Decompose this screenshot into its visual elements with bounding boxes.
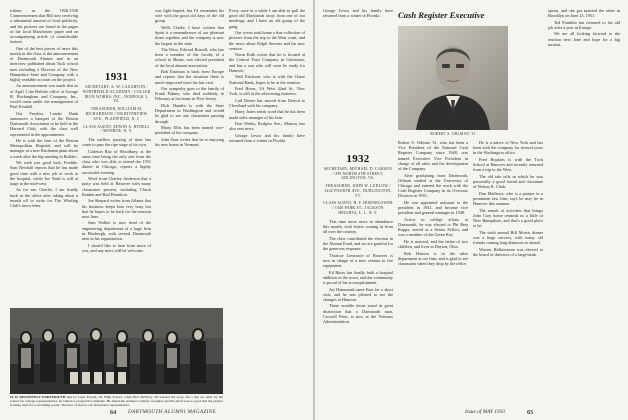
paragraph: This time more news in abundance this month, with letters coming in from all over the country. — [323, 218, 393, 235]
paragraph: Norm Kalb writes that he is located at the Central Trust Company in Cincinnati, and has a son who will soon be ready for Hanover. — [229, 52, 305, 73]
paragraph: Dick Hamlin is with the State Department in Washington and would be glad to see any classmates passing through. — [155, 102, 224, 124]
class-secretary: SECRETARY, MICHAEL D. CARSON / 299 NORTH 4TH STREET, ARLINGTON, VA. — [323, 166, 393, 181]
right-column-3 — [473, 140, 543, 406]
paragraph: Joe Shepard writes from Atlanta that his business keeps him very busy but that he hopes to be back for the reunion next June. — [82, 198, 151, 219]
paragraph: George Lewis and his family have returned from a winter in Florida. — [229, 132, 305, 144]
paragraph: Dan Mathews, who is a partner in a prominent law firm, says he may be in Hanover this summer. — [473, 190, 543, 207]
right-column-1 — [323, 8, 393, 406]
paragraph: Robert S. Orlman '31, who has been a Vice President of the National Cash Register Company since 1948, was named Executive Vice President in charge of all sales and the development of the Company. — [398, 140, 468, 172]
paragraph: Bob Eastman is back from Europe and reports that the situation there is much improved since his last visit. — [155, 69, 224, 85]
group-photo — [10, 308, 223, 394]
paragraph: The class contributed the election in the Alumni Fund, and we are grateful for the generous response. — [323, 235, 393, 252]
paragraph: He is married, and the father of two children, and lives in Dayton, Ohio. — [398, 238, 468, 250]
paragraph: Carleton Ray of Woodbury, at the same time being the only one from the class who was able to attend the 1931 dinner in Chicago, reports a highly successful evening. — [82, 148, 151, 175]
class-secretary: SECRETARY, A. W. LAUGHTON / NORTHFIELD ACADEMY / COLLER IRON WORKS, INC., NORFOLK 3, VA. — [82, 85, 151, 104]
left-page-number: 64 — [110, 409, 117, 416]
left-column-2 — [82, 8, 151, 306]
paragraph: Art Hammond came East for a short visit, and he was pleased to see the changes at Hanover. — [323, 286, 393, 302]
paragraph: After graduating from Dartmouth, Orlman studied at the University of Chicago and entered the work with the Cash Register Company in its Overseas Division in 1935. — [398, 172, 468, 199]
paragraph: Carl Deeter has moved from Detroit to Cleveland with his company. — [229, 97, 305, 108]
paragraph: Harry Jones sends word that he has been made sales manager of his firm. — [229, 109, 305, 120]
right-page-number: 65 — [527, 409, 534, 416]
paragraph: Warren Halberstrom was elected to the board of directors of a large bank. — [473, 246, 543, 257]
paragraph: Don Weeks, Rodgers Ave., Marion, has also sent news. — [229, 121, 305, 132]
left-column-3 — [155, 8, 224, 306]
paragraph: One of the best pieces of news this month in the class is the announcement of Dartmouth Alumni and in an interview published about Tuck school men including a Director of the New Hampshire State and Company with a highly readable account on the project. — [10, 45, 78, 82]
paragraph: Fred Hopkins is with the Tuck School at Hanover and recently returned from a trip to the West. — [473, 156, 543, 173]
photo-caption — [10, 395, 223, 407]
paragraph: Ted Franklin has returned to his old job after a year in Europe. — [548, 19, 620, 30]
photo-caption-body: that is! Luke Fanom, III, High School, when Bob McElroy '50 learned the story. On a day set aside by the school for college representatives, he talked to prospective students. He found the audience entirely receptive and his pitch was so good that the picture is being used for a recruiting poster. The best of luck to our brand-new representative. — [10, 395, 223, 408]
class-treasurer: TREASURER, JOHN W. LUDLOW / 1432 FOURTH AVE., BURLINGTON, VT. — [324, 184, 392, 198]
group-photo-illustration — [10, 308, 223, 394]
right-column-2 — [398, 140, 468, 406]
paragraph: Every once in a while I am able to pull the good old Marylands away from one of our meetings, and I have an old group of the gang. — [229, 8, 305, 29]
paragraph: Walt Erickson, who is with the Chase National Bank, hopes to be at the reunion. — [229, 74, 305, 85]
class-agent: CLASS AGENT, H. F. HORNBLOWER / 1540 PARK ST., JACKSON HEIGHTS, L. I., N. Y. — [323, 201, 393, 216]
left-footer-magazine-title: DARTMOUTH ALUMNI MAGAZINE — [128, 409, 217, 415]
right-page — [315, 0, 628, 420]
paragraph: The Wars, Edward Russell, who has been a member of the faculty of a school in Maine, was elected president of the local alumni association. — [155, 47, 224, 68]
portrait-caption: ROBERT S. ORLMAN '31 — [430, 132, 476, 136]
paragraph: The annals of activities that brings John Cary home reminds us a little of New Hampshire, and that's a good place to be. — [473, 207, 543, 229]
left-column-1 — [10, 8, 78, 306]
paragraph: Our wives took home a fine collection of pictures from the trip to the West coast, and the news about Ralph Stevens and his new venture. — [229, 30, 305, 51]
paragraph: Word from Charley Anderson that a party was held at Hanover with many classmates present, including Chuck Rankin and Bud Hamilton. — [82, 176, 151, 197]
paragraph: Sam Walker is now head of the engineering department of a large firm in Pittsburgh, with several Dartmouth men in his organization. — [82, 220, 151, 242]
paragraph: We wish you good luck, Freddie. Sam Newhall reports that he has made good time with a new job of work at the hospital, while Joe Nash is still at large in the mid-west. — [10, 160, 78, 186]
photo-caption-lead: IT IS DEFINITELY DARTMOUTH — [10, 395, 66, 399]
right-footer-issue: Issue of MAY 1950 — [465, 409, 505, 415]
paragraph — [323, 8, 393, 18]
paragraph: Marty Ellis has been named vice-president of his company. — [155, 125, 224, 136]
paragraph: Our sympathy goes to the family of Frank Palmer, who died suddenly in February at his home in New Jersey. — [155, 86, 224, 102]
paragraph: He is a native of New York and has been with the company for several years in the Washington office. — [473, 140, 543, 156]
class-year-heading: 1931 — [104, 71, 129, 83]
paragraph: An announcement was made that as of April 1 the Buffalo office of George B. Buckingham and Company, Inc., would come under the management of Paul Kendall. — [10, 83, 78, 110]
paragraph: tribute, as the 1926-1930 Commencement that Bill now receiving a substantial amount of local publicity, and his pictures are found in the pages of the local Manchester paper and an accompanying article of considerable feature. — [10, 8, 78, 45]
left-column-4 — [229, 8, 305, 406]
paragraph: Our Fearless Leader Hank announces a banquet of the Boston Dartmouth Association to be held at the Harvard Club, with the class well represented in the appointments. — [10, 110, 78, 137]
paragraph: He was appointed assistant to the president in 1941, and became vice president and general manager in 1948. — [398, 199, 468, 216]
paragraph: Thurlow Lieurance of Hanover is now in charge of a new venture in fire equipment. — [323, 252, 393, 269]
paragraph: Bob Hansen is in the sales department at our firm, and is glad to see classmates when they drop by the office. — [398, 250, 468, 266]
paragraph: spoon, and she got married the other in Brooklyn on June 23, 1951. — [548, 8, 620, 19]
paragraph: Fred Heinz, 3A West 42nd St., New York, is still in the advertising business. — [229, 86, 305, 97]
paragraph: The old tale tells in which he was personally a good friend and classmate of Nelson K. Clark. — [473, 173, 543, 190]
paragraph: He is with the firm of the Boston Metropolitan Hospital, and will be manager at a new Buchanan plant about a week after the big meeting in Buffalo. — [10, 138, 78, 159]
paragraph: John Starr writes that he is enjoying his new home in Vermont. — [155, 136, 224, 147]
paragraph: I should like to hear from more of you, and any news will be welcome. — [82, 242, 151, 253]
paragraph: The mellow passing of time has come to pass the ripe stage of its own. — [82, 137, 151, 148]
paragraph: We are all looking forward to the reunion next June and hope for a big turnout. — [548, 31, 620, 47]
paragraph: The sixth annual Bill Morris dinner was a huge success, with many old friends coming long distances to attend. — [473, 229, 543, 246]
left-page — [0, 0, 313, 420]
right-column-4 — [548, 8, 620, 406]
paragraph: Active in college affairs at Dartmouth, he was elected to Phi Beta Kappa, served as a Senior Fellow, and was a member of the Green Key. — [398, 216, 468, 238]
class-year-heading: 1932 — [346, 152, 370, 165]
class-agent: CLASS AGENT, EDWIN A. RYDELL / MONROE, N. Y. — [83, 124, 150, 134]
paragraph: These notable items stand in great distinction that a Dartmouth man, Crowell Peter, is now at the Veterans Administration. — [323, 303, 393, 325]
article-title: Cash Register Executive — [398, 10, 485, 20]
paragraph: As for me, Charlie, I am finally back in the office after taking about a month off to write for The Whaling Club's news letter. — [10, 187, 78, 209]
portrait-illustration — [398, 26, 508, 130]
portrait-photo — [398, 26, 508, 130]
paragraph: Wells Clarke, I have written that Spirit it a remembrance of our pleasant times together, and the company is now the largest in the state. — [155, 24, 224, 46]
paragraph: was light-hapted, but I'd remember his wife with the good old days of the old group. — [155, 8, 224, 24]
class-treasurer: TREASURER, WILLIAM M. RICHARDSON / 590 RIVERVIEW AVE., PLAINFIELD, N. J. — [85, 107, 148, 121]
paragraph: Ed Ritter has finally built a hospital addition in the town, and the community is proud of his accomplishment. — [323, 269, 393, 285]
paragraph-text: George Lewis and his family have returned from a winter in Florida. — [323, 8, 393, 19]
